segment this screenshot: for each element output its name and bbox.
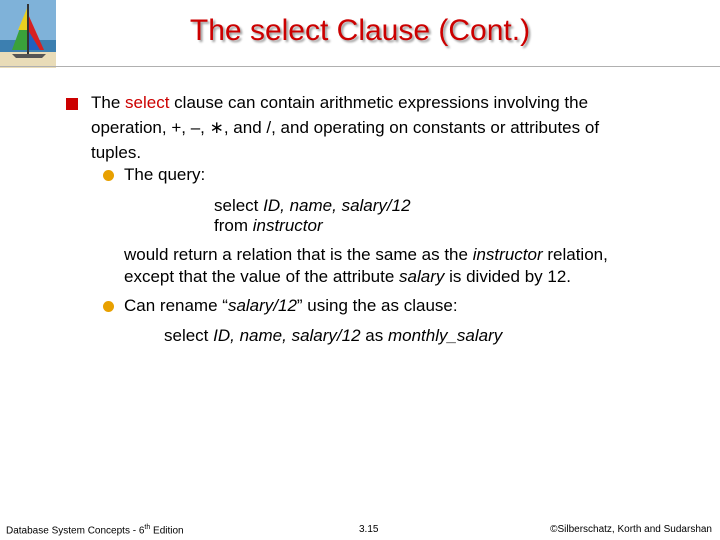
select-keyword: select [164,326,209,345]
as-keyword: as [381,296,399,315]
result-text: is divided by 12. [444,267,572,286]
from-keyword: from [214,216,248,235]
bullet-text-arithmetic [91,90,651,165]
square-bullet-icon [66,98,78,110]
rename-text: clause: [399,296,458,315]
dot-bullet-icon [103,301,114,312]
from-relation: instructor [248,216,323,235]
rename-text: Can rename “ [124,296,228,315]
select-attributes: ID, name, salary/12 [208,326,366,345]
salary-expression: salary/12 [227,296,297,315]
footer-copyright: ©Silberschatz, Korth and Sudarshan [550,524,712,535]
footer-text: Edition [150,525,184,537]
result-text-line-2 [124,264,571,289]
footer-left [6,524,184,536]
result-text: relation, [542,245,608,264]
dot-bullet-icon [103,170,114,181]
instructor-term: instructor [472,245,543,264]
footer-page-number: 3.15 [359,524,379,535]
footer-text: Database System Concepts - 6 [6,525,145,537]
as-keyword: as [365,326,384,345]
select-keyword: select [125,93,170,112]
salary-term: salary [399,267,445,286]
rename-query-line [164,323,502,348]
rename-text: ” using the [296,296,382,315]
alias-name: monthly_salary [383,326,503,345]
result-text: would return a relation that is the same as the [124,245,473,264]
select-keyword: select [214,196,259,215]
slide-title: The select Clause (Cont.) [189,14,531,47]
footer-superscript: th [144,524,151,531]
bullet-text-pre: The [91,93,126,112]
sub-bullet-rename [124,293,458,318]
select-attributes: ID, name, salary/12 [258,196,411,215]
query-line-from [214,213,323,238]
result-text: except that the value of the attribute [124,267,400,286]
sub-bullet-query-label: The query: [124,165,206,184]
bullet-text-post: clause can contain arithmetic expressions involving the operation, +, –, ∗, and /, and operating on constants or attributes of tuples. [91,93,600,162]
